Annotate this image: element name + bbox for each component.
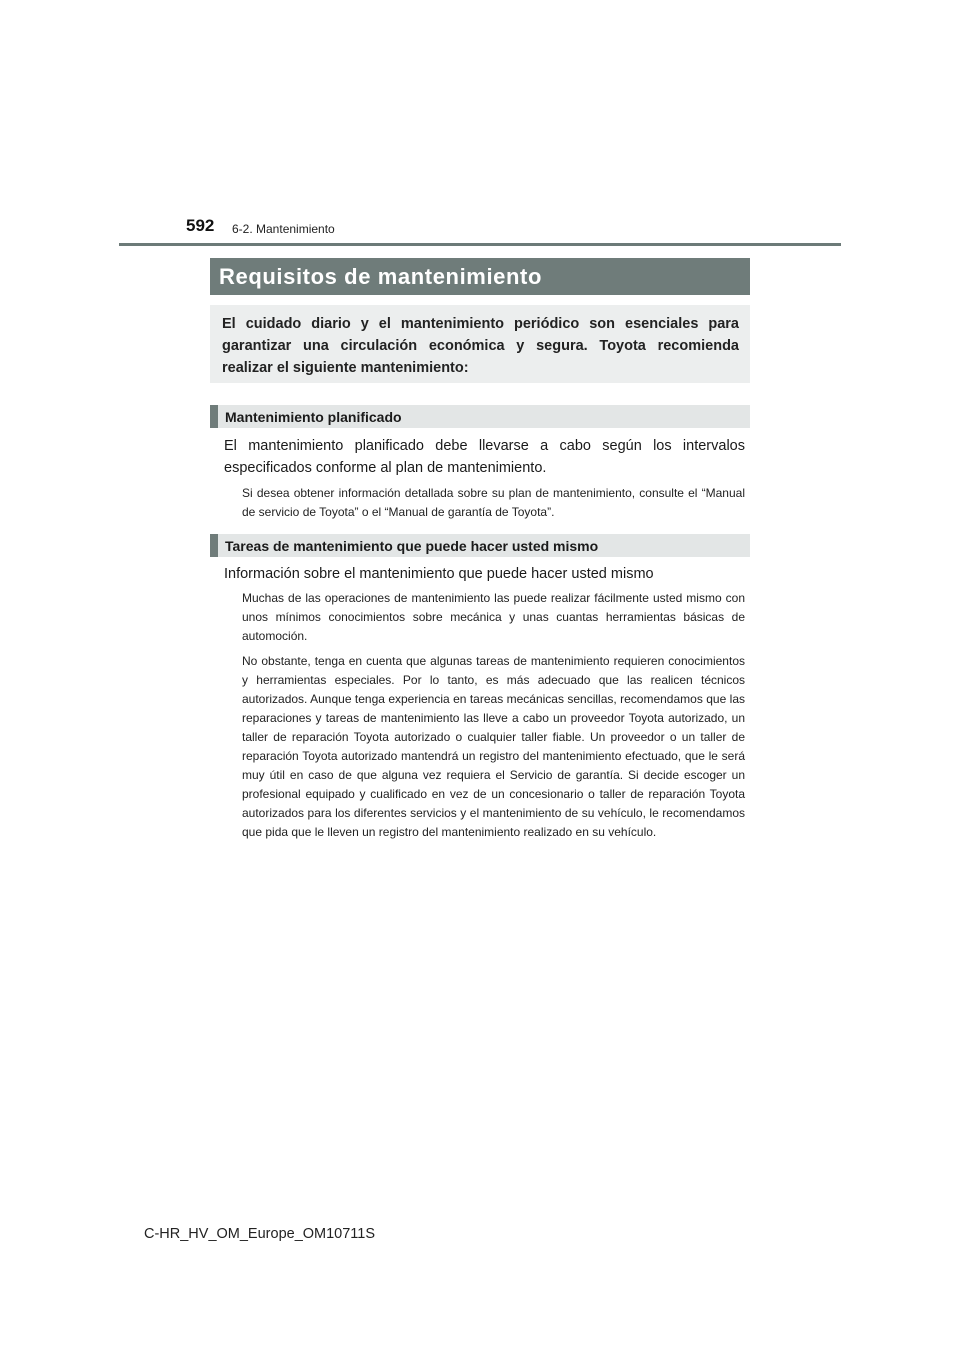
header-rule xyxy=(119,243,841,246)
section-reference: 6-2. Mantenimiento xyxy=(232,222,335,236)
page-title: Requisitos de mantenimiento xyxy=(219,263,543,289)
scheduled-maintenance-text: El mantenimiento planificado debe llevarse a cabo según los intervalos especificados conforme al plan de mantenimiento. xyxy=(224,438,745,476)
intro-text: El cuidado diario y el mantenimiento periódico son esenciales para garantizar una circulación económica y segura. Toyota recomienda realizar el siguiente mantenimiento: xyxy=(222,316,739,376)
subheading-text: Mantenimiento planificado xyxy=(225,408,402,425)
diy-maintenance-note-1: Muchas de las operaciones de mantenimiento las puede realizar fácilmente usted mismo con unos mínimos conocimientos sobre mecánica y unas cuantas herramientas básicas de automoción. xyxy=(242,591,745,643)
title-banner xyxy=(210,258,750,295)
intro-box xyxy=(210,305,750,383)
diy-maintenance-note-2: No obstante, tenga en cuenta que algunas tareas de mantenimiento requieren conocimientos y herramientas especiales. Por lo tanto, es más adecuado que las realicen técnicos autorizados. Aunque tenga experiencia en tareas mecánicas sencillas, recomendamos que las reparaciones y tareas de mantenimiento las lleve a cabo un proveedor Toyota autorizado, un taller de reparación Toyota autorizado o cualquier taller fiable. Un proveedor o un taller de reparación Toyota autorizado mantendrá un registro del mantenimiento efectuado, que le será muy útil en caso de que alguna vez requiera el Servicio de garantía. Si decide escoger un profesional equipado y cualificado en vez de un concesionario o taller de reparación Toyota autorizados para los diferentes servicios y el mantenimiento de su vehículo, le recomendamos que pida que le lleven un registro del mantenimiento realizado en su vehículo. xyxy=(242,654,745,839)
subheading-diy-maintenance xyxy=(210,534,750,557)
diy-maintenance-text: Información sobre el mantenimiento que puede hacer usted mismo xyxy=(224,566,654,582)
scheduled-maintenance-note: Si desea obtener información detallada sobre su plan de mantenimiento, consulte el “Manual de servicio de Toyota” o el “Manual de garantía de Toyota”. xyxy=(242,486,745,519)
document-code: C-HR_HV_OM_Europe_OM10711S xyxy=(144,1226,376,1242)
subheading-text: Tareas de mantenimiento que puede hacer usted mismo xyxy=(225,537,599,554)
page-number: 592 xyxy=(186,216,215,235)
subheading-scheduled-maintenance xyxy=(210,405,750,428)
